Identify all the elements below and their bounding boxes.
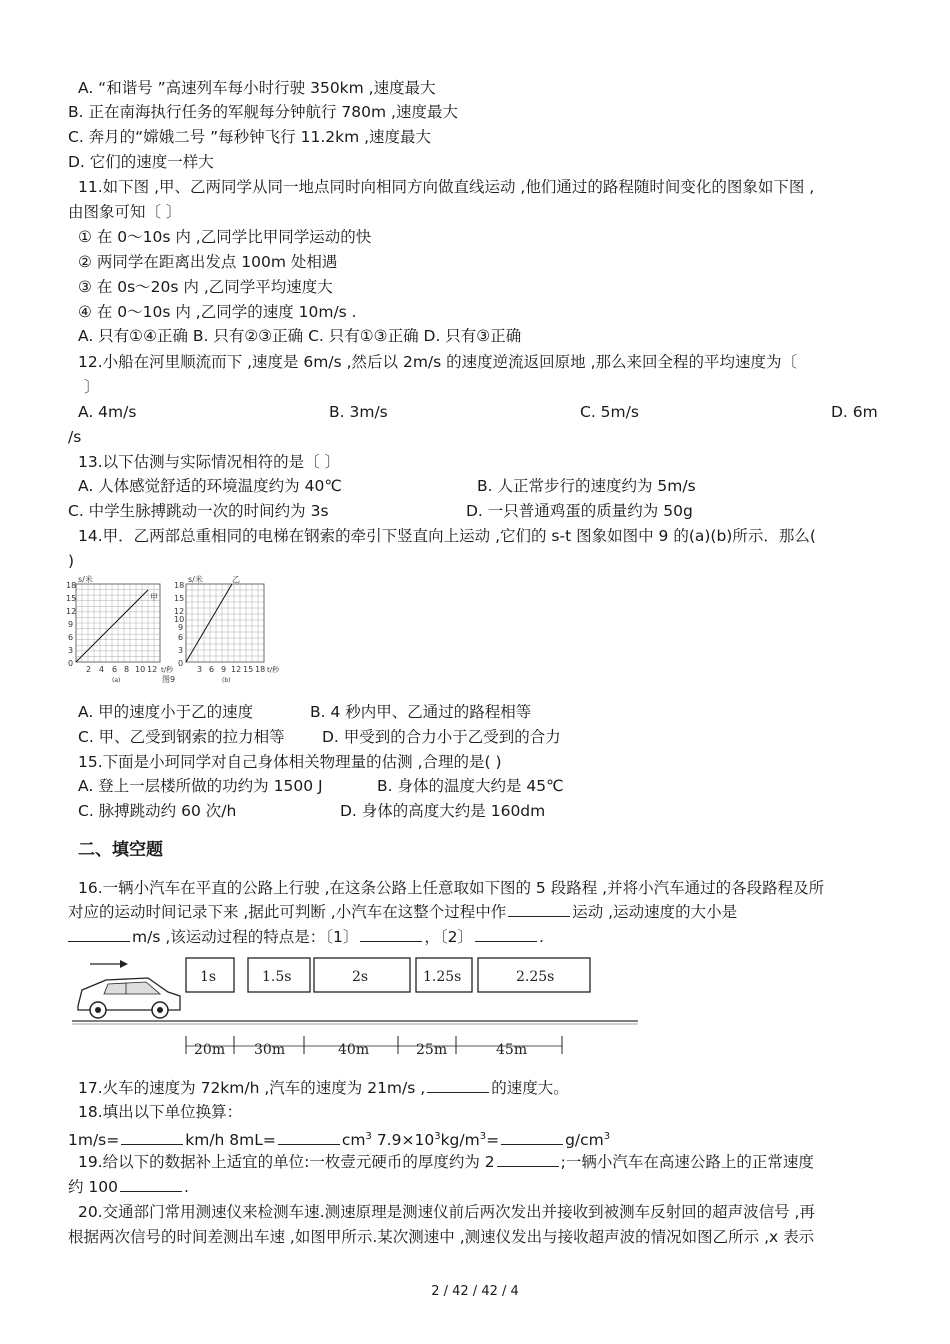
q18-part2: km/h 8mL= [185,1131,276,1150]
graph-a-xtick: 4 [99,665,105,674]
q16-blank-speed[interactable] [68,926,130,942]
graph-a-xtick: 6 [112,665,118,674]
q17-line [78,1076,569,1100]
q12-stem-line1: 12.小船在河里顺流而下 ,速度是 6m/s ,然后以 2m/s 的速度逆流返回原地 ,那么来回全程的平均速度为〔 [78,353,798,371]
q16-line2-part2: 运动 ,运动速度的大小是 [572,903,738,921]
q10-option-d: D. 它们的速度一样大 [68,153,214,171]
q15-option-c: C. 脉搏跳动约 60 次/h [78,802,237,820]
q13-option-c: C. 中学生脉搏跳动一次的时间约为 3s [68,502,329,520]
q18-part5: kg/m [440,1131,480,1150]
time-label: 2s [352,969,369,985]
q12-option-d: D. 6m [831,403,878,421]
graph-b-xtick: 3 [197,665,203,674]
graph-a-ytick: 6 [68,633,74,642]
q10-option-c: C. 奔月的“嫦娥二号 ”每秒钟飞行 11.2km ,速度最大 [68,128,432,146]
q15-option-d: D. 身体的高度大约是 160dm [340,802,546,820]
graph-b-ytick: 10 [174,615,185,624]
graph-a-xtick: 8 [124,665,130,674]
q11-stem-line1: 11.如下图 ,甲、乙两同学从同一地点同时向相同方向做直线运动 ,他们通过的路程随时间变化的图象如下图 , [78,178,815,196]
figure-caption: 图9 [162,675,176,684]
distance-label: 45m [496,1042,528,1058]
graph-b-ylabel: s/米 [188,575,203,584]
q19-line1 [78,1150,814,1174]
graph-a-ytick: 9 [68,620,74,629]
q19-part4: . [184,1178,189,1196]
q11-stem-line2: 由图象可知〔 〕 [68,203,182,221]
q20-line1: 20.交通部门常用测速仪来检测车速.测速原理是测速仪前后两次发出并接收到被测车反射回的超声波信号 ,再 [78,1203,815,1221]
graph-b-xtick: 15 [243,665,254,674]
car-icon [78,978,180,1018]
graph-a-ylabel: s/米 [78,575,93,584]
graph-a-curve-label: 甲 [150,593,158,602]
q17-part1: 17.火车的速度为 72km/h ,汽车的速度为 21m/s , [78,1079,426,1097]
time-label: 1s [200,969,217,985]
distance-label: 30m [254,1042,286,1058]
q11-statement-1: ① 在 0～10s 内 ,乙同学比甲同学运动的快 [78,228,372,246]
q13-option-b: B. 人正常步行的速度约为 5m/s [477,477,696,495]
distance-label: 40m [338,1042,370,1058]
q12-option-b: B. 3m/s [329,403,388,421]
distance-label: 20m [194,1042,226,1058]
q18-blank-cm3[interactable] [278,1129,340,1145]
time-label: 1.5s [262,969,292,985]
q18-part7-sup: 3 [603,1131,611,1142]
graph-a-ytick: 3 [68,646,74,655]
q15-option-a: A. 登上一层楼所做的功约为 1500 J [78,777,323,795]
q14-stem-line2: ) [68,552,75,570]
q14-option-c: C. 甲、乙受到钢索的拉力相等 [78,728,285,746]
q19-part2: ;一辆小汽车在高速公路上的正常速度 [560,1153,814,1171]
time-label: 1.25s [423,969,462,985]
q13-option-a: A. 人体感觉舒适的环境温度约为 40℃ [78,477,342,495]
q18-blank-gcm3[interactable] [501,1129,563,1145]
graph-a-ytick: 15 [66,594,77,603]
q19-part3: 约 100 [68,1178,119,1196]
q20-line2: 根据两次信号的时间差测出车速 ,如图甲所示.某次测速中 ,测速仪发出与接收超声波的情况如图乙所示 ,x 表示 [68,1228,815,1246]
graph-a-ytick: 18 [66,581,77,590]
q17-part2: 的速度大。 [491,1079,569,1097]
q12-stem-line2: 〕 [84,378,100,396]
q18-blank-kmh[interactable] [121,1129,183,1145]
q10-option-b: B. 正在南海执行任务的军舰每分钟航行 780m ,速度最大 [68,103,458,121]
q13-stem: 13.以下估测与实际情况相符的是〔 〕 [78,453,341,471]
q16-line2-part1: 对应的运动时间记录下来 ,据此可判断 ,小汽车在这整个过程中作 [68,903,507,921]
q12-option-d-cont: /s [68,428,82,446]
q18-part4-sup: 3 [434,1131,441,1142]
q14-stem-line1: 14.甲．乙两部总重相同的电梯在钢索的牵引下竖直向上运动 ,它们的 s-t 图象如图中 9 的(a)(b)所示．那么( [78,527,816,545]
q10-option-a: A. “和谐号 ”高速列车每小时行驶 350km ,速度最大 [78,79,436,97]
q16-blank-feature-1[interactable] [360,926,422,942]
q18-part3-sup: 3 [365,1131,372,1142]
direction-arrow-head [120,960,128,968]
graph-a-ytick: 12 [66,607,77,616]
graph-b-ytick: 0 [178,659,184,668]
q19-blank-speed-unit[interactable] [120,1176,182,1192]
graph-a-xtick: 10 [135,665,146,674]
graph-b-ytick: 12 [174,607,185,616]
q18-part6: = [486,1131,500,1150]
q16-line2 [68,900,737,924]
page-footer: 2 / 42 / 42 / 4 [431,1284,519,1299]
graph-a-ytick: 0 [68,659,74,668]
q16-blank-feature-2[interactable] [475,926,537,942]
q17-blank[interactable] [427,1077,489,1093]
graph-b-ytick: 3 [178,646,184,655]
q19-blank-coin-unit[interactable] [497,1151,559,1167]
q18-part7: g/cm [565,1131,604,1150]
q16-line3-part3: . [539,928,544,946]
graph-b-xlabel: t/秒 [267,666,280,674]
q14-option-b: B. 4 秒内甲、乙通过的路程相等 [310,703,532,721]
q19-line2 [68,1175,189,1199]
q14-option-d: D. 甲受到的合力小于乙受到的合力 [322,728,561,746]
q18-conversions [68,1125,610,1152]
q16-line3-part1: m/s ,该运动过程的特点是：〔1〕 [132,928,359,946]
q18-stem: 18.填出以下单位换算： [78,1103,243,1121]
q15-stem: 15.下面是小珂同学对自己身体相关物理量的估测 ,合理的是( ) [78,753,502,771]
graph-b-ytick: 15 [174,594,185,603]
q18-part3: cm [341,1131,366,1150]
q14-st-graph-figure [62,574,284,686]
graph-a-caption: (a) [112,677,121,684]
q18-part5-sup: 3 [479,1131,487,1142]
graph-b-xtick: 18 [255,665,266,674]
q18-part1: 1m/s= [68,1131,120,1150]
q16-blank-motion-type[interactable] [508,901,570,917]
graph-b-ytick: 6 [178,633,184,642]
graph-b-xtick: 12 [231,665,242,674]
distance-label: 25m [416,1042,448,1058]
graph-b-curve-label: 乙 [232,575,240,584]
graph-b-xtick: 9 [221,665,227,674]
q16-line3 [68,925,544,949]
graph-b-caption: (b) [222,677,231,684]
q16-car-road-figure [68,950,640,1062]
q11-statement-3: ③ 在 0s～20s 内 ,乙同学平均速度大 [78,278,333,296]
time-label: 2.25s [516,969,555,985]
q11-statement-2: ② 两同学在距离出发点 100m 处相遇 [78,253,338,271]
q13-option-d: D. 一只普通鸡蛋的质量约为 50g [466,502,693,520]
graph-a-xtick: 2 [86,665,92,674]
graph-b-ytick: 18 [174,581,185,590]
q19-part1: 19.给以下的数据补上适宜的单位:一枚壹元硬币的厚度约为 2 [78,1153,495,1171]
q15-option-b: B. 身体的温度大约是 45℃ [377,777,564,795]
section-title-fill-in: 二、填空题 [78,840,163,860]
q16-line1: 16.一辆小汽车在平直的公路上行驶 ,在这条公路上任意取如下图的 5 段路程 ,并将小汽车通过的各段路程及所 [78,879,825,897]
graph-b-ytick: 9 [178,623,184,632]
q16-line3-part2: ，〔2〕 [424,928,473,946]
graph-b-xtick: 6 [209,665,215,674]
graph-a-xtick: 12 [147,665,158,674]
q14-option-a: A. 甲的速度小于乙的速度 [78,703,254,721]
graph-a-xlabel: t/秒 [161,666,174,674]
q12-option-c: C. 5m/s [580,403,639,421]
q12-option-a: A. 4m/s [78,403,137,421]
q11-options: A. 只有①④正确 B. 只有②③正确 C. 只有①③正确 D. 只有③正确 [78,327,522,345]
q11-statement-4: ④ 在 0～10s 内 ,乙同学的速度 10m/s . [78,303,357,321]
q18-part4: 7.9×10 [371,1131,435,1150]
